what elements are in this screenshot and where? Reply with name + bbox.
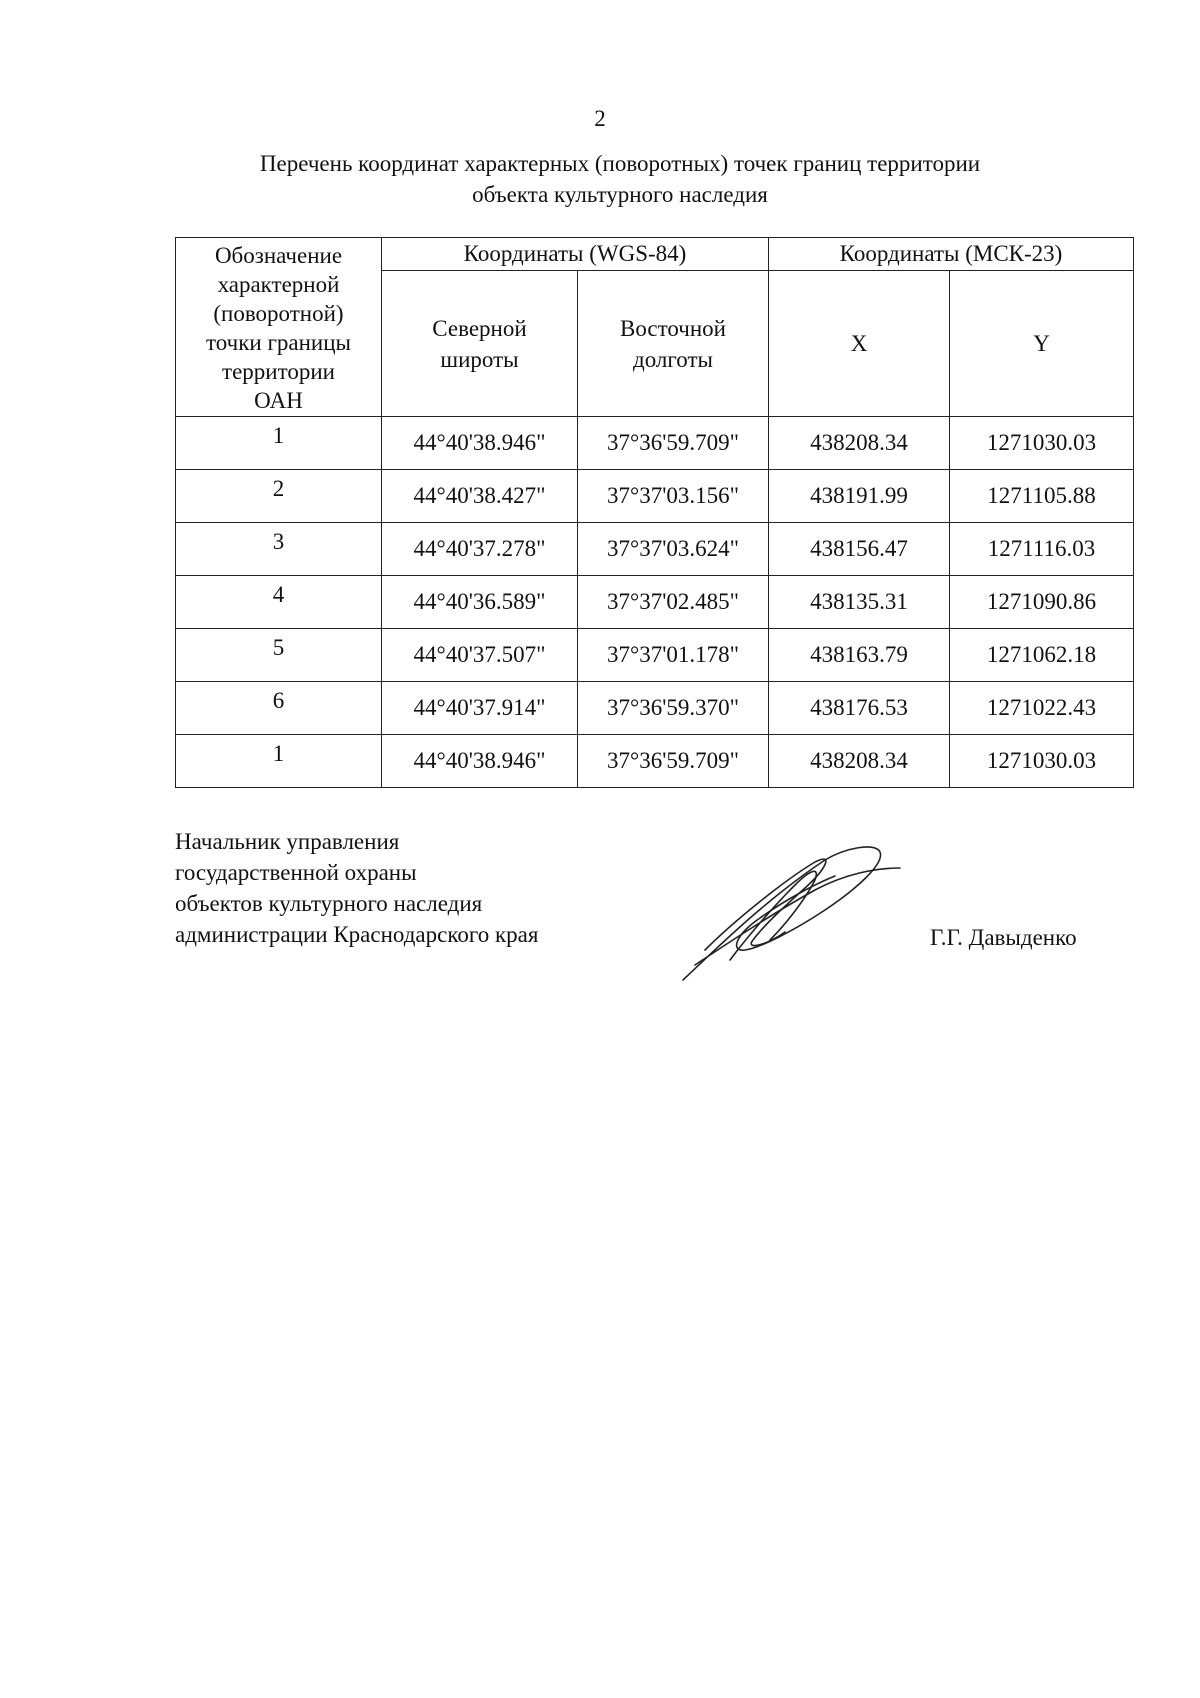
header-designation-line: ОАН xyxy=(254,388,303,413)
header-y: Y xyxy=(950,271,1134,417)
y-coordinate-cell: 1271090.86 xyxy=(950,576,1134,629)
latitude-cell: 44°40'37.914" xyxy=(382,682,578,735)
latitude-cell: 44°40'38.946" xyxy=(382,735,578,788)
signer-position-line: администрации Краснодарского края xyxy=(175,922,539,947)
header-msk23: Координаты (МСК-23) xyxy=(769,238,1134,271)
signer-name: Г.Г. Давыденко xyxy=(930,925,1077,950)
latitude-cell: 44°40'37.278" xyxy=(382,523,578,576)
x-coordinate-cell: 438191.99 xyxy=(769,470,950,523)
header-designation-line: территории xyxy=(222,359,335,384)
x-coordinate-cell: 438208.34 xyxy=(769,417,950,470)
latitude-cell: 44°40'37.507" xyxy=(382,629,578,682)
latitude-cell: 44°40'36.589" xyxy=(382,576,578,629)
latitude-cell: 44°40'38.427" xyxy=(382,470,578,523)
header-longitude-line: долготы xyxy=(633,346,713,372)
x-coordinate-cell: 438135.31 xyxy=(769,576,950,629)
coordinates-table xyxy=(175,237,1134,788)
table-row xyxy=(176,629,1134,682)
header-designation-line: характерной xyxy=(217,272,340,297)
longitude-cell: 37°36'59.370" xyxy=(578,682,769,735)
point-id-cell: 1 xyxy=(176,735,382,788)
header-x: X xyxy=(769,271,950,417)
y-coordinate-cell: 1271116.03 xyxy=(950,523,1134,576)
header-designation-line: Обозначение xyxy=(214,243,343,268)
table-row xyxy=(176,735,1134,788)
title-line-1: Перечень координат характерных (поворотных) точек границ территории xyxy=(259,151,981,176)
point-id-cell: 3 xyxy=(176,523,382,576)
handwritten-signature xyxy=(675,840,905,990)
header-wgs84: Координаты (WGS-84) xyxy=(382,238,769,271)
header-latitude-line: широты xyxy=(440,346,519,372)
longitude-cell: 37°37'02.485" xyxy=(578,576,769,629)
point-id-cell: 4 xyxy=(176,576,382,629)
header-designation xyxy=(176,238,382,417)
header-designation-line: (поворотной) xyxy=(213,301,344,326)
page-number: 2 xyxy=(594,106,606,131)
longitude-cell: 37°37'03.624" xyxy=(578,523,769,576)
point-id-cell: 6 xyxy=(176,682,382,735)
longitude-cell: 37°37'03.156" xyxy=(578,470,769,523)
point-id-cell: 5 xyxy=(176,629,382,682)
signer-position-line: государственной охраны xyxy=(175,860,417,885)
y-coordinate-cell: 1271062.18 xyxy=(950,629,1134,682)
x-coordinate-cell: 438156.47 xyxy=(769,523,950,576)
table-row xyxy=(176,523,1134,576)
point-id-cell: 1 xyxy=(176,417,382,470)
signer-position xyxy=(175,826,538,950)
point-id-cell: 2 xyxy=(176,470,382,523)
document-title xyxy=(140,148,1100,210)
header-latitude xyxy=(382,271,578,417)
table-row xyxy=(176,417,1134,470)
title-line-2: объекта культурного наследия xyxy=(472,182,768,207)
x-coordinate-cell: 438208.34 xyxy=(769,735,950,788)
header-longitude-line: Восточной xyxy=(620,315,726,341)
header-designation-line: точки границы xyxy=(206,330,351,355)
longitude-cell: 37°36'59.709" xyxy=(578,417,769,470)
header-longitude xyxy=(578,271,769,417)
y-coordinate-cell: 1271030.03 xyxy=(950,735,1134,788)
x-coordinate-cell: 438163.79 xyxy=(769,629,950,682)
x-coordinate-cell: 438176.53 xyxy=(769,682,950,735)
table-row xyxy=(176,470,1134,523)
y-coordinate-cell: 1271105.88 xyxy=(950,470,1134,523)
latitude-cell: 44°40'38.946" xyxy=(382,417,578,470)
longitude-cell: 37°37'01.178" xyxy=(578,629,769,682)
header-latitude-line: Северной xyxy=(432,315,527,341)
signer-position-line: Начальник управления xyxy=(175,829,400,854)
longitude-cell: 37°36'59.709" xyxy=(578,735,769,788)
signer-position-line: объектов культурного наследия xyxy=(175,891,483,916)
table-row xyxy=(176,576,1134,629)
y-coordinate-cell: 1271022.43 xyxy=(950,682,1134,735)
table-row xyxy=(176,682,1134,735)
y-coordinate-cell: 1271030.03 xyxy=(950,417,1134,470)
